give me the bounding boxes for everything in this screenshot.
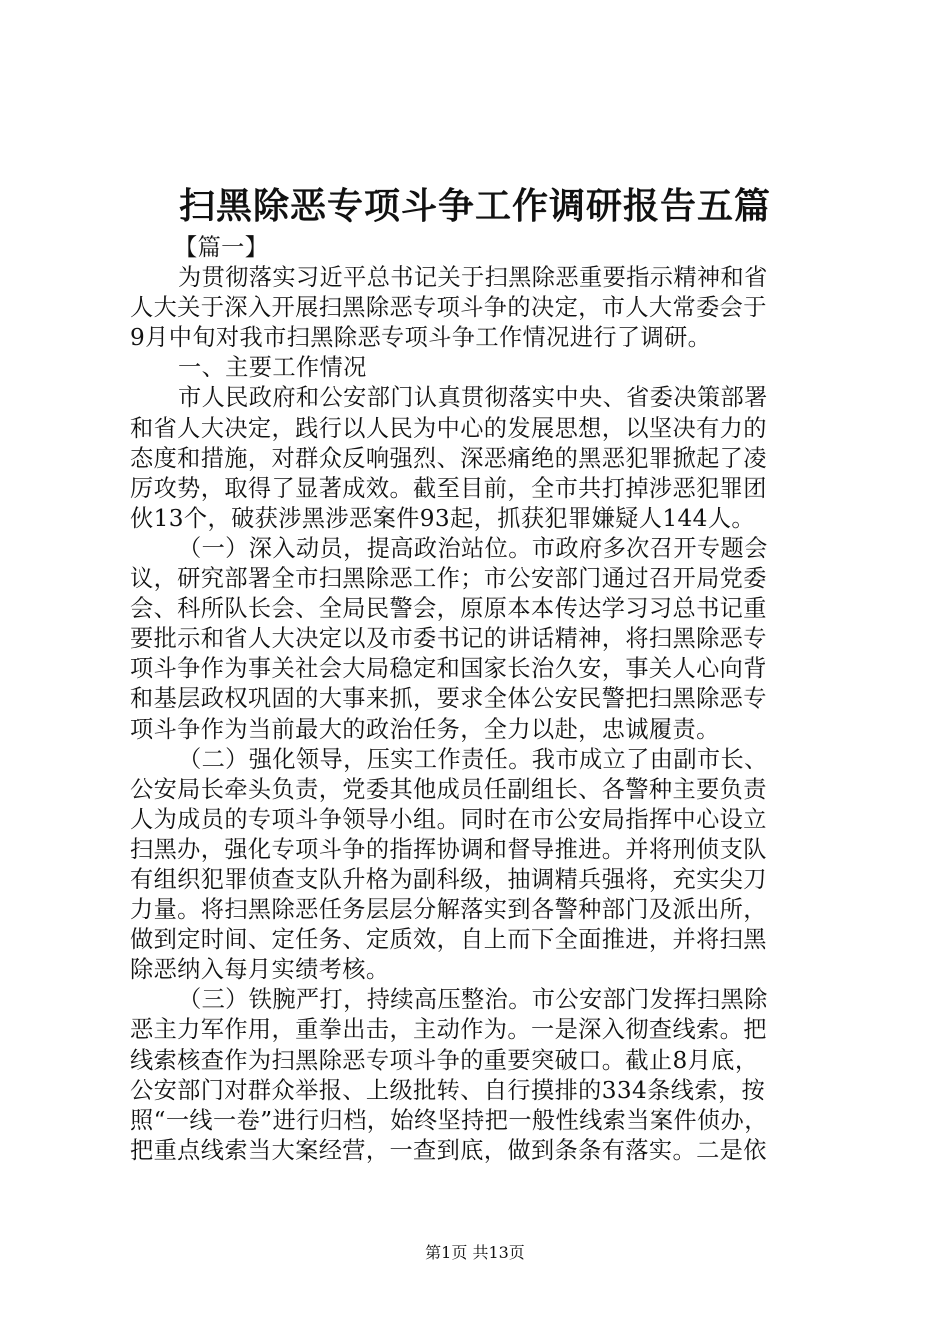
paragraph-line: 线索核查作为扫黑除恶专项斗争的重要突破口。截止8月底， [130, 1046, 759, 1074]
paragraph-line: 和省人大决定，践行以人民为中心的发展思想，以坚决有力的 [130, 414, 767, 442]
paragraph-line: 公安局长牵头负责，党委其他成员任副组长、各警种主要负责 [130, 775, 767, 803]
paragraph-line: （三）铁腕严打，持续高压整治。市公安部门发挥扫黑除 [178, 986, 768, 1014]
paragraph-line: 照“一线一卷”进行归档，始终坚持把一般性线索当案件侦办， [130, 1106, 768, 1134]
paragraph-line: 厉攻势，取得了显著成效。截至目前，全市共打掉涉恶犯罪团 [130, 474, 767, 502]
paragraph-line: 做到定时间、定任务、定质效，自上而下全面推进，并将扫黑 [130, 926, 767, 954]
paragraph-line: 把重点线索当大案经营，一查到底，做到条条有落实。二是依 [130, 1136, 767, 1164]
paragraph-line: 9月中旬对我市扫黑除恶专项斗争工作情况进行了调研。 [130, 324, 712, 352]
paragraph-line: 项斗争作为当前最大的政治任务，全力以赴，忠诚履责。 [130, 715, 720, 743]
paragraph-line: 人大关于深入开展扫黑除恶专项斗争的决定，市人大常委会于 [130, 294, 767, 322]
paragraph-line: 力量。将扫黑除恶任务层层分解落实到各警种部门及派出所， [130, 896, 767, 924]
page-number: 第1页 共13页 [425, 1243, 525, 1262]
paragraph-line: 为贯彻落实习近平总书记关于扫黑除恶重要指示精神和省 [178, 264, 768, 292]
paragraph-line: 和基层政权巩固的大事来抓，要求全体公安民警把扫黑除恶专 [130, 685, 767, 713]
paragraph-line: 人为成员的专项斗争领导小组。同时在市公安局指挥中心设立 [130, 805, 767, 833]
paragraph-line: 伙13个，破获涉黑涉恶案件93起，抓获犯罪嫌疑人144人。 [130, 504, 755, 532]
paragraph-line: 除恶纳入每月实绩考核。 [130, 956, 390, 984]
paragraph-line: 公安部门对群众举报、上级批转、自行摸排的334条线索，按 [130, 1076, 766, 1104]
paragraph-line: （一）深入动员，提高政治站位。市政府多次召开专题会 [178, 534, 768, 562]
paragraph-line: 态度和措施，对群众反响强烈、深恶痛绝的黑恶犯罪掀起了凌 [130, 444, 767, 472]
paragraph-line: 恶主力军作用，重拳出击，主动作为。一是深入彻查线索。把 [130, 1016, 767, 1044]
document-title: 扫黑除恶专项斗争工作调研报告五篇 [178, 185, 771, 227]
paragraph-line: 有组织犯罪侦查支队升格为副科级，抽调精兵强将，充实尖刀 [130, 865, 767, 893]
document-body [130, 233, 830, 1166]
paragraph-line: 市人民政府和公安部门认真贯彻落实中央、省委决策部署 [178, 384, 768, 412]
paragraph-line: （二）强化领导，压实工作责任。我市成立了由副市长、 [178, 745, 768, 773]
paragraph-line: 扫黑办，强化专项斗争的指挥协调和督导推进。并将刑侦支队 [130, 835, 767, 863]
paragraph-line: 要批示和省人大决定以及市委书记的讲话精神，将扫黑除恶专 [130, 625, 767, 653]
section-heading: 【篇一】 [174, 234, 269, 261]
paragraph-line: 会、科所队长会、全局民警会，原原本本传达学习习总书记重 [130, 595, 767, 623]
paragraph-line: 项斗争作为事关社会大局稳定和国家长治久安，事关人心向背 [130, 655, 767, 683]
paragraph-line: 议，研究部署全市扫黑除恶工作；市公安部门通过召开局党委 [130, 565, 767, 593]
section-heading: 一、主要工作情况 [178, 354, 367, 382]
